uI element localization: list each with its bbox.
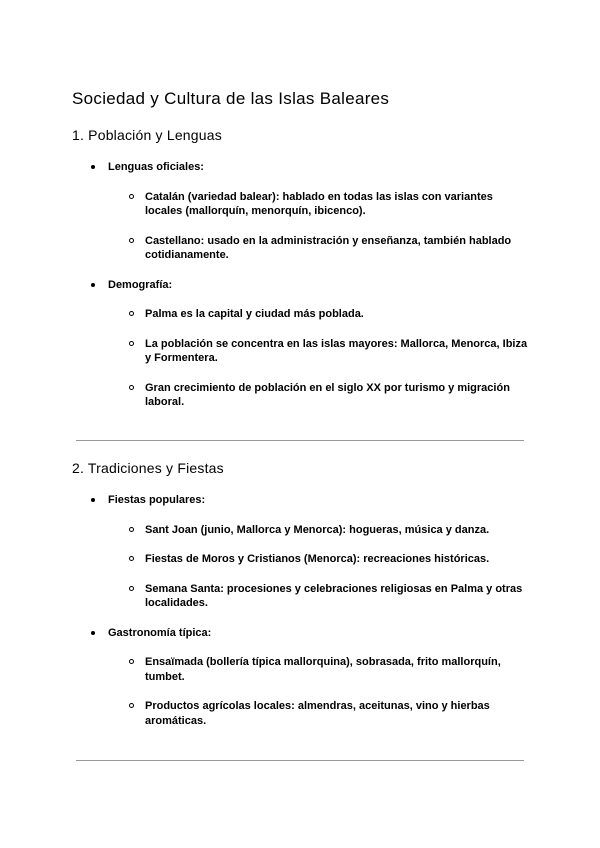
sub-bullet-item: Palma es la capital y ciudad más poblada. — [0, 307, 600, 322]
sub-bullet-item: Castellano: usado en la administración y enseñanza, también hablado cotidianamente. — [0, 234, 600, 263]
section-tradiciones-fiestas — [0, 458, 600, 728]
list-group-lenguas-oficiales — [0, 160, 600, 263]
sub-bullet-item: Fiestas de Moros y Cristianos (Menorca): recreaciones históricas. — [0, 552, 600, 567]
section-poblacion-lenguas — [0, 125, 600, 410]
sub-bullet-item: Ensaïmada (bollería típica mallorquina), sobrasada, frito mallorquín, tumbet. — [0, 655, 600, 684]
bullet-item: Lenguas oficiales: — [0, 160, 600, 175]
sub-bullet-item: Sant Joan (junio, Mallorca y Menorca): hogueras, música y danza. — [0, 523, 600, 538]
bullet-item: Demografía: — [0, 278, 600, 293]
page-title: Sociedad y Cultura de las Islas Baleares — [72, 89, 390, 108]
section-heading: 2. Tradiciones y Fiestas — [72, 460, 224, 476]
list-group-fiestas-populares — [0, 493, 600, 611]
list-group-gastronomia — [0, 626, 600, 729]
sub-bullet-item: La población se concentra en las islas mayores: Mallorca, Menorca, Ibiza y Formentera. — [0, 337, 600, 366]
sub-bullet-item: Productos agrícolas locales: almendras, aceitunas, vino y hierbas aromáticas. — [0, 699, 600, 728]
section-heading: 1. Población y Lenguas — [72, 127, 222, 143]
horizontal-divider — [76, 760, 524, 761]
sub-bullet-item: Catalán (variedad balear): hablado en todas las islas con variantes locales (mallorquín, menorquín, ibicenco). — [0, 190, 600, 219]
sub-bullet-item: Gran crecimiento de población en el siglo XX por turismo y migración laboral. — [0, 381, 600, 410]
bullet-item: Fiestas populares: — [0, 493, 600, 508]
list-group-demografia — [0, 278, 600, 410]
horizontal-divider — [76, 440, 524, 441]
bullet-item: Gastronomía típica: — [0, 626, 600, 641]
sub-bullet-item: Semana Santa: procesiones y celebraciones religiosas en Palma y otras localidades. — [0, 582, 600, 611]
